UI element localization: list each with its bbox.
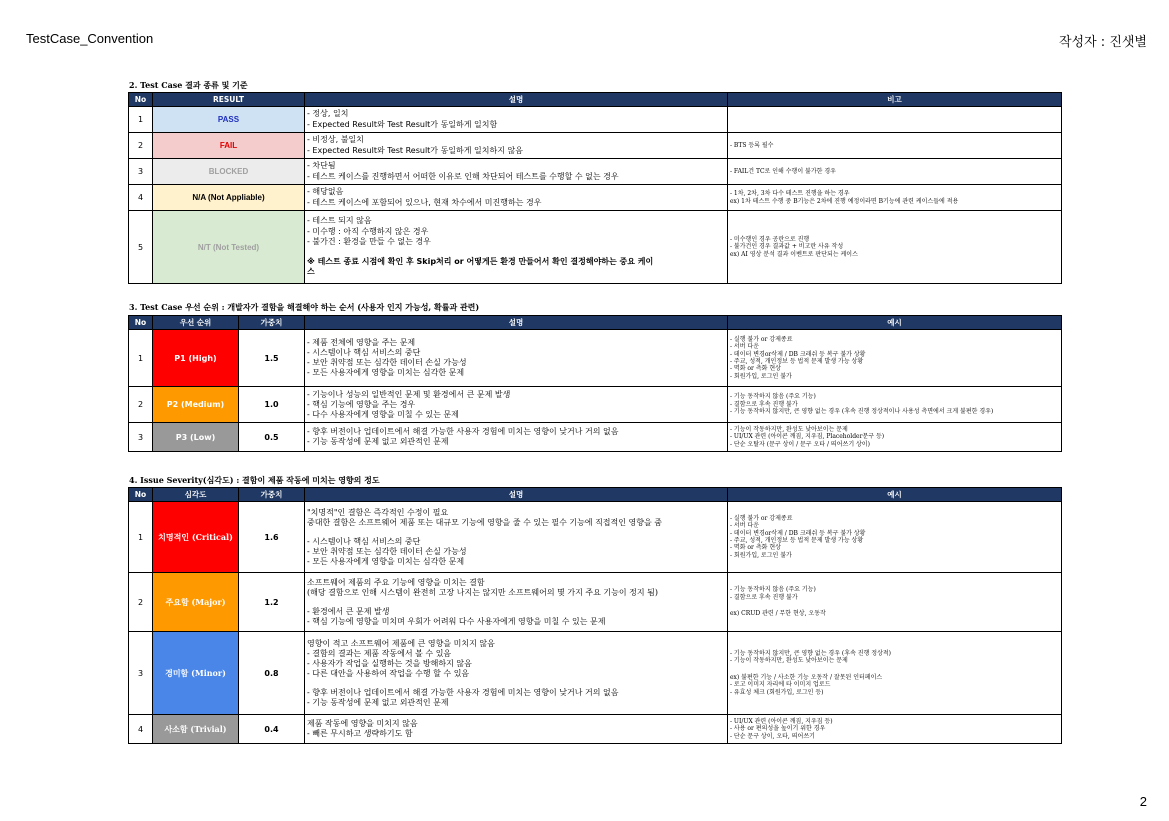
description-line: 소프트웨어 제품의 주요 기능에 영향을 미치는 결함 [307,577,485,587]
severity-cell: 주요함 (Major) [153,573,239,632]
note-line: ex) AI 영상 분석 결과 이벤트로 판단되는 케이스 [730,250,858,258]
note-line: - FAIL건 TC로 인해 수행이 불가한 경우 [730,167,836,175]
description-line: 제품 작동에 영향을 미치지 않음 [307,719,418,728]
row-number: 5 [129,211,153,284]
example-line: - UI/UX 관련 (아이콘 깨짐, 지우짐 등) [730,717,833,725]
note-line: - BTS 등록 필수 [730,141,774,149]
table-row [129,107,1062,133]
description-line: - 보안 취약점 또는 심각한 데이터 손실 가능성 [307,358,467,367]
example-line: - 실행 불가 or 강제종료 [730,514,793,522]
note-cell [728,185,1062,211]
priority-cell: P1 (High) [153,330,239,387]
description-cell [305,632,728,715]
row-number: 4 [129,185,153,211]
examples-cell [728,715,1062,744]
table-row [129,159,1062,185]
weight-cell: 1.6 [239,502,305,573]
weight-cell: 0.8 [239,632,305,715]
description-line: - Expected Result와 Test Result가 동일하게 일치하지 않음 [307,145,523,155]
spacer [730,665,1059,674]
result-cell: BLOCKED [153,159,305,185]
example-line: - 회원가입, 로그인 불가 [730,551,792,559]
row-number: 4 [129,715,153,744]
description-cell [305,185,728,211]
table-row [129,185,1062,211]
description-line: - 핵심 기능에 영향을 미치며 우회가 어려워 다수 사용자에게 영향을 미칠 수 있는 문제 [307,616,606,626]
note-line: - 1차, 2차, 3차 다수 테스트 진행을 하는 경우 [730,190,850,198]
description-line: - 핵심 기능에 영향을 주는 경우 [307,399,416,409]
description-cell [305,159,728,185]
description-line: "치명적"인 결함은 즉각적인 수정이 필요 [307,507,449,517]
note-cell [728,107,1062,133]
example-line: - UI/UX 관련 (아이콘 깨짐, 지우짐, Placeholder문구 등) [730,433,885,441]
header-weight: 가중치 [239,316,305,330]
table-row [129,330,1062,387]
important-note-line: 스 [307,267,315,277]
example-line: - 기능이 작동하지만, 완성도 낮아보이는 문제 [730,657,848,665]
weight-cell: 1.5 [239,330,305,387]
description-line: - 다른 대안을 사용하여 작업을 수행 할 수 있음 [307,668,470,678]
description-line: 영향이 적고 소프트웨어 제품에 큰 영향을 미치지 않음 [307,638,495,648]
example-line: - 멱화 or 측화 현상 [730,365,781,373]
example-line: - 기능 동작하지 않지만, 큰 영향 없는 경우 (후속 진행 정상적이나 사용성 측면에서 크게 불편한 경우) [730,408,994,416]
note-line: - 불가건인 경우 결과값 + 비고란 사유 작성 [730,243,844,251]
example-line: - 데이터 변경or삭제 / DB 크래쉬 등 복구 불가 상황 [730,529,866,537]
description-line: - 불가건 : 환경을 만들 수 없는 경우 [307,237,431,247]
example-line: - 결함으로 후속 진행 불가 [730,400,798,408]
row-number: 3 [129,423,153,452]
result-cell: PASS [153,107,305,133]
weight-cell: 1.0 [239,387,305,423]
description-line: - 결함의 결과는 제품 작동에서 볼 수 있음 [307,648,452,658]
spacer [307,679,725,688]
description-line: - 보안 취약점 또는 심각한 데이터 손실 가능성 [307,546,467,556]
header-weight: 가중치 [239,488,305,502]
examples-cell [728,502,1062,573]
severity-table [128,487,1062,744]
description-line: - 다수 사용자에게 영향을 미칠 수 있는 문제 [307,409,459,419]
row-number: 3 [129,159,153,185]
table-row [129,423,1062,452]
header-no: No [129,316,153,330]
header-examples: 예시 [728,316,1062,330]
example-line: - 단순 문구 상이, 오타, 띄어쓰기 [730,732,815,740]
table-row [129,387,1062,423]
author-label: 작성자 : 진샛별 [1059,35,1147,50]
table-row [129,573,1062,632]
document-title: TestCase_Convention [26,31,154,46]
spacer [307,248,725,257]
description-cell [305,715,728,744]
header-description: 설명 [305,488,728,502]
description-cell [305,211,728,284]
description-line: (해당 결함으로 인해 시스템이 완전히 고장 나지는 않지만 소프트웨어의 몇 가지 주요 기능이 정지 됨) [307,587,658,597]
example-line: - 단순 오탈자 (문구 상이 / 문구 오타 / 띄어쓰기 상이) [730,440,870,448]
description-line: - 기능 동작성에 문제 없고 외관적인 문제 [307,697,449,707]
example-line: - 기능 동작하지 않지만, 큰 영향 없는 경우 (후속 진행 정상적) [730,649,891,657]
examples-cell [728,330,1062,387]
header-result: RESULT [153,93,305,107]
row-number: 2 [129,387,153,423]
description-cell [305,133,728,159]
row-number: 1 [129,107,153,133]
description-cell [305,502,728,573]
header-priority: 우선 순위 [153,316,239,330]
example-line: - 기능 동작하지 않음 (주요 기능) [730,393,816,401]
example-line: - 서버 다운 [730,522,760,530]
description-line: - 테스트 케이스를 진행하면서 어떠한 이유로 인해 차단되어 테스트를 수행할 수 없는 경우 [307,171,619,181]
spacer [307,528,725,537]
example-line: - 멱화 or 측화 현상 [730,544,781,552]
description-cell [305,107,728,133]
row-number: 1 [129,502,153,573]
row-number: 3 [129,632,153,715]
description-line: - 테스트 되지 않음 [307,216,372,226]
table-row [129,715,1062,744]
table-row [129,133,1062,159]
test-case-result-table [128,92,1062,284]
example-line: - 회원가입, 로그인 불가 [730,372,792,380]
description-line: - 향후 버전이나 업데이트에서 해결 가능한 사용자 경험에 미치는 영향이 낮거나 거의 없음 [307,687,619,697]
row-number: 1 [129,330,153,387]
section4-title: 4. Issue Severity(심각도) : 결함이 제품 작동에 미치는 영향의 정도 [129,475,380,485]
description-line: - 차단됨 [307,161,336,170]
weight-cell: 1.2 [239,573,305,632]
description-line: - 테스트 케이스에 포함되어 있으나, 현재 차수에서 미진행하는 경우 [307,197,542,207]
example-line: - 주교, 성적, 개인정보 등 법적 문제 발생 가능 상황 [730,358,864,365]
header-examples: 예시 [728,488,1062,502]
spacer [730,601,1059,610]
note-cell [728,133,1062,159]
header-no: No [129,488,153,502]
description-line: - 정상, 일치 [307,109,349,118]
example-line: - 실행 불가 or 강제종료 [730,335,793,343]
header-note: 비고 [728,93,1062,107]
example-line: - 유효성 체크 (회원가입, 로그인 등) [730,688,824,696]
important-note-line: ※ 테스트 종료 시점에 확인 후 Skip처리 or 어떻게든 환경 만들어서 확인 결정해야하는 중요 케이 [307,256,654,266]
header-severity: 심각도 [153,488,239,502]
description-line: - 빼른 무시하고 생략하기도 함 [307,729,413,738]
examples-cell [728,573,1062,632]
section3-title: 3. Test Case 우선 순위 : 개발자가 결함을 해결해야 하는 순서 (사용자 인지 가능성, 확률과 관련) [129,302,480,312]
header-description: 설명 [305,316,728,330]
row-number: 2 [129,573,153,632]
example-line: - 데이터 변경or삭제 / DB 크래쉬 등 복구 불가 상황 [730,350,866,358]
severity-cell: 경미함 (Minor) [153,632,239,715]
example-line: - 로고 이미지 자리에 타 이미지 업로드 [730,681,831,689]
result-cell: N/T (Not Tested) [153,211,305,284]
page-number: 2 [1139,794,1147,809]
priority-table [128,315,1062,452]
weight-cell: 0.4 [239,715,305,744]
result-cell: FAIL [153,133,305,159]
description-cell [305,330,728,387]
table-row [129,632,1062,715]
description-line: - 해당없음 [307,187,344,196]
note-cell [728,211,1062,284]
description-cell [305,423,728,452]
example-line: ex) 불편한 기능 / 사소한 기능 오동작 / 잘못된 인터페이스 [730,673,883,681]
examples-cell [728,423,1062,452]
priority-cell: P3 (Low) [153,423,239,452]
priority-cell: P2 (Medium) [153,387,239,423]
table-row [129,211,1062,284]
description-cell [305,573,728,632]
description-line: - 모든 사용자에게 영향을 미치는 심각한 문제 [307,556,465,566]
description-line: - 시스템이나 핵심 서비스의 중단 [307,536,421,546]
description-line: - 시스템이나 핵심 서비스의 중단 [307,348,421,357]
description-line: - 향후 버전이나 업데이트에서 해결 가능한 사용자 경험에 미치는 영향이 낮거나 거의 없음 [307,427,619,436]
description-line: - 비정상, 불일치 [307,135,364,144]
header-no: No [129,93,153,107]
examples-cell [728,387,1062,423]
spacer [307,598,725,607]
example-line: - 결함으로 후속 진행 불가 [730,593,798,601]
example-line: - 서버 다운 [730,343,760,351]
description-line: - 기능이나 성능의 일반적인 문제 및 환경에서 큰 문제 발생 [307,389,511,399]
note-line: - 미수행인 경우 공란으로 진행 [730,235,810,243]
note-cell [728,159,1062,185]
example-line: ex) CRUD 관련 / 무한 현상, 오동작 [730,610,826,618]
example-line: - 사용 or 편의성을 높이기 위한 경우 [730,725,826,733]
description-line: - 미수행 : 아직 수행하지 않은 경우 [307,226,429,236]
weight-cell: 0.5 [239,423,305,452]
description-line: - Expected Result와 Test Result가 동일하게 일치함 [307,119,498,129]
table-row [129,502,1062,573]
description-line: - 모든 사용자에게 영향을 미치는 심각한 문제 [307,368,465,377]
header-description: 설명 [305,93,728,107]
note-line: ex) 1차 테스트 수행 중 B기능은 2차에 진행 예정이라면 B기능에 관련 케이스들에 적용 [730,197,959,205]
severity-cell: 치명적인 (Critical) [153,502,239,573]
description-line: - 환경에서 큰 문제 발생 [307,606,390,616]
description-line: - 사용자가 작업을 실행하는 것을 방해하지 않음 [307,658,472,668]
description-line: - 제품 전체에 영향을 주는 문제 [307,338,416,347]
description-line: - 기능 동작성에 문제 없고 외관적인 문제 [307,437,449,446]
result-cell: N/A (Not Appliable) [153,185,305,211]
description-line: 중대한 결함은 소프트웨어 제품 또는 대규모 기능에 영향을 줄 수 있는 필수 기능에 직접적인 영향을 줌 [307,517,662,527]
example-line: - 기능 동작하지 않음 (주요 기능) [730,586,816,594]
row-number: 2 [129,133,153,159]
examples-cell [728,632,1062,715]
description-cell [305,387,728,423]
section2-title: 2. Test Case 결과 종류 및 기준 [129,80,248,90]
example-line: - 주교, 성적, 개인정보 등 법적 문제 발생 가능 상황 [730,537,864,544]
example-line: - 기능이 작동하지만, 완성도 낮아보이는 문제 [730,425,848,433]
severity-cell: 사소함 (Trivial) [153,715,239,744]
